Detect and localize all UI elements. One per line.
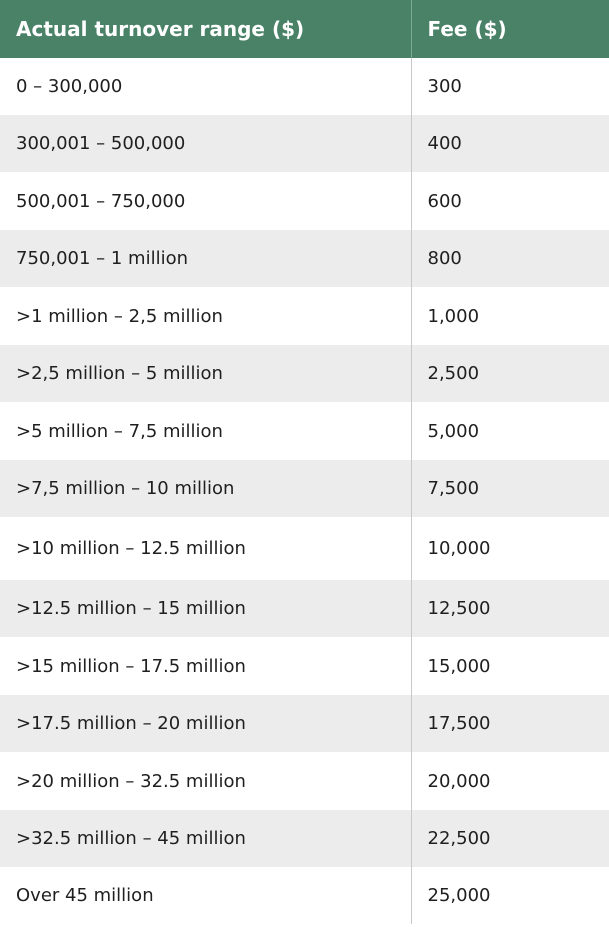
table-row bbox=[0, 810, 609, 867]
fee-cell: 22,500 bbox=[411, 810, 609, 867]
turnover-range-cell: 300,001 – 500,000 bbox=[0, 115, 411, 172]
turnover-range-cell: 0 – 300,000 bbox=[0, 58, 411, 115]
turnover-range-cell: >10 million – 12.5 million bbox=[0, 517, 411, 580]
table-row bbox=[0, 580, 609, 637]
table-row bbox=[0, 460, 609, 517]
turnover-range-cell: >17.5 million – 20 million bbox=[0, 695, 411, 752]
table-row bbox=[0, 172, 609, 230]
turnover-range-cell: >20 million – 32.5 million bbox=[0, 752, 411, 810]
turnover-range-cell: >1 million – 2,5 million bbox=[0, 287, 411, 345]
table-row bbox=[0, 345, 609, 402]
turnover-range-cell: 750,001 – 1 million bbox=[0, 230, 411, 287]
table-row bbox=[0, 230, 609, 287]
fee-cell: 300 bbox=[411, 58, 609, 115]
table-header-row bbox=[0, 0, 609, 58]
fee-cell: 10,000 bbox=[411, 517, 609, 580]
fee-cell: 5,000 bbox=[411, 402, 609, 460]
table-row bbox=[0, 58, 609, 115]
table-row bbox=[0, 517, 609, 580]
fee-cell: 7,500 bbox=[411, 460, 609, 517]
table-row bbox=[0, 752, 609, 810]
fee-cell: 400 bbox=[411, 115, 609, 172]
turnover-range-cell: >2,5 million – 5 million bbox=[0, 345, 411, 402]
turnover-range-cell: 500,001 – 750,000 bbox=[0, 172, 411, 230]
header-turnover-range: Actual turnover range ($) bbox=[0, 0, 411, 58]
turnover-range-cell: >5 million – 7,5 million bbox=[0, 402, 411, 460]
turnover-range-cell: >7,5 million – 10 million bbox=[0, 460, 411, 517]
table-row bbox=[0, 287, 609, 345]
header-fee: Fee ($) bbox=[411, 0, 609, 58]
fee-cell: 1,000 bbox=[411, 287, 609, 345]
fee-cell: 15,000 bbox=[411, 637, 609, 695]
table-row bbox=[0, 115, 609, 172]
turnover-range-cell: Over 45 million bbox=[0, 867, 411, 924]
fee-cell: 600 bbox=[411, 172, 609, 230]
turnover-range-cell: >12.5 million – 15 million bbox=[0, 580, 411, 637]
turnover-range-cell: >32.5 million – 45 million bbox=[0, 810, 411, 867]
table-body bbox=[0, 58, 609, 924]
table-row bbox=[0, 867, 609, 924]
fee-cell: 25,000 bbox=[411, 867, 609, 924]
fee-cell: 20,000 bbox=[411, 752, 609, 810]
table-row bbox=[0, 402, 609, 460]
table-row bbox=[0, 695, 609, 752]
fee-cell: 17,500 bbox=[411, 695, 609, 752]
turnover-range-cell: >15 million – 17.5 million bbox=[0, 637, 411, 695]
table-row bbox=[0, 637, 609, 695]
fee-cell: 2,500 bbox=[411, 345, 609, 402]
fee-cell: 800 bbox=[411, 230, 609, 287]
fee-cell: 12,500 bbox=[411, 580, 609, 637]
